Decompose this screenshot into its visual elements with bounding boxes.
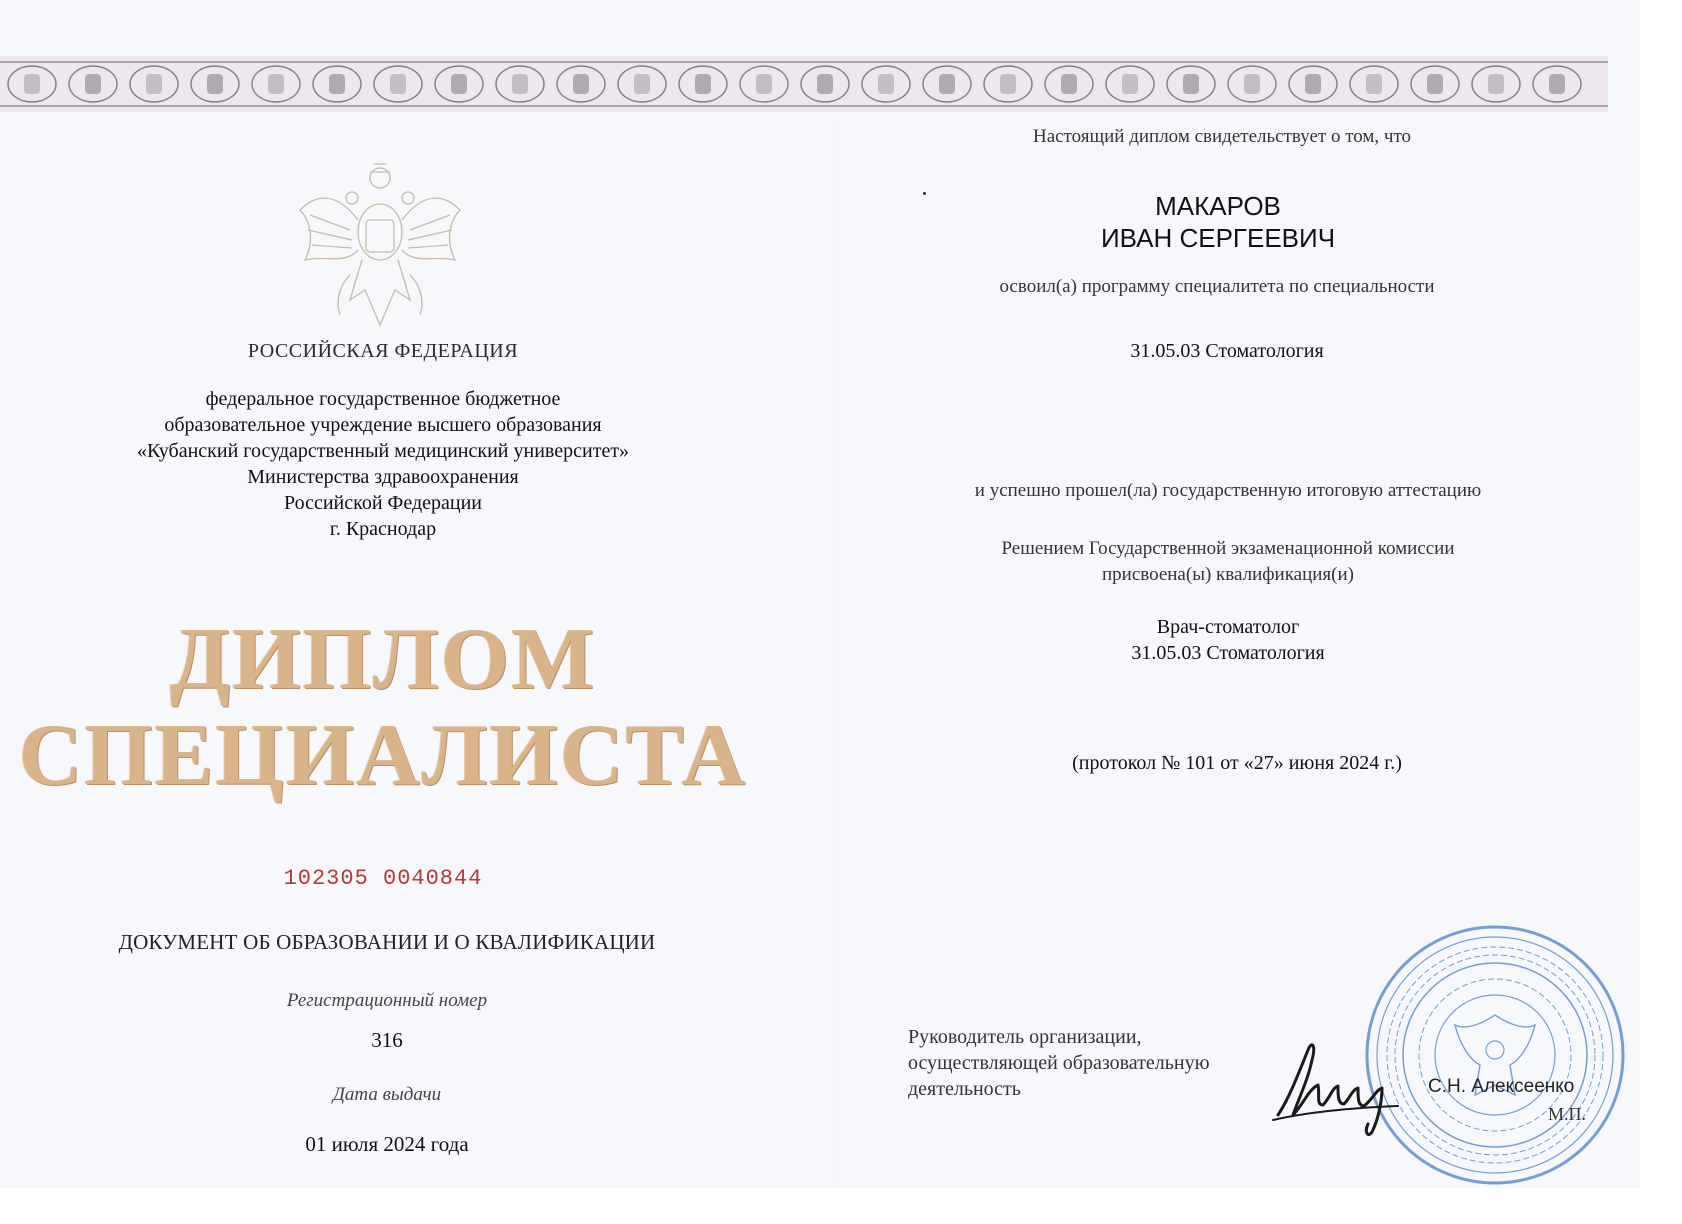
ornament-center [512, 74, 528, 94]
organization-line: «Кубанский государственный медицинский университет» [136, 440, 630, 462]
ornament-center [1061, 74, 1077, 94]
ornament-center [939, 74, 955, 94]
scan-margin [1640, 0, 1682, 1224]
ornament-center [1000, 74, 1016, 94]
ornament-center [146, 74, 162, 94]
graduate-name [1101, 190, 1335, 254]
program-text: освоил(а) программу специалитета по специальности [999, 276, 1435, 297]
ornamental-border [0, 56, 1608, 112]
seal-place-mark: М.П. [1548, 1104, 1587, 1124]
organization-line: образовательное учреждение высшего образования [164, 414, 602, 436]
ornament-center [878, 74, 894, 94]
registration-number: 316 [371, 1028, 403, 1052]
ornament-center [1305, 74, 1321, 94]
title-line: ДИПЛОМ [169, 611, 597, 708]
country-name: РОССИЙСКАЯ ФЕДЕРАЦИЯ [247, 340, 519, 362]
protocol-reference: (протокол № 101 от «27» июня 2024 г.) [1072, 752, 1402, 774]
qualification [1131, 614, 1324, 666]
ornament-center [1427, 74, 1443, 94]
given-names: ИВАН СЕРГЕЕВИЧ [1100, 223, 1336, 253]
ornament-center [268, 74, 284, 94]
ornament-center [1183, 74, 1199, 94]
qualification-specialty: 31.05.03 Стоматология [1131, 642, 1325, 664]
specialty: 31.05.03 Стоматология [1130, 340, 1324, 362]
ornament-center [1549, 74, 1565, 94]
decision-line: присвоена(ы) квалификация(и) [1101, 564, 1354, 585]
ornament-center [329, 74, 345, 94]
page-fold [838, 120, 839, 1180]
qualification-title: Врач-стоматолог [1156, 616, 1300, 638]
ornament-center [695, 74, 711, 94]
organization-name [137, 386, 629, 542]
head-line: деятельность [908, 1078, 1021, 1100]
surname: МАКАРОВ [1155, 191, 1281, 221]
head-line: осуществляющей образовательную [908, 1052, 1210, 1074]
decision-line: Решением Государственной экзаменационной комиссии [1001, 538, 1455, 559]
attestation-text: и успешно прошел(ла) государственную итоговую аттестацию [974, 480, 1482, 501]
ornament-center [634, 74, 650, 94]
title-line: СПЕЦИАЛИСТА [18, 707, 748, 804]
organization-line: Российской Федерации [283, 492, 483, 514]
serial-number: 102305 0040844 [283, 866, 483, 891]
organization-line: г. Краснодар [329, 518, 437, 540]
ornament-center [756, 74, 772, 94]
registration-label: Регистрационный номер [286, 990, 488, 1011]
organization-line: Министерства здравоохранения [247, 466, 519, 488]
ornament-center [451, 74, 467, 94]
ornament-center [24, 74, 40, 94]
ornament-center [573, 74, 589, 94]
issue-date: 01 июля 2024 года [305, 1132, 469, 1156]
document-type: ДОКУМЕНТ ОБ ОБРАЗОВАНИИ И О КВАЛИФИКАЦИИ [118, 930, 656, 954]
head-of-organization [908, 1024, 1210, 1102]
ornament-center [1244, 74, 1260, 94]
commission-decision [1001, 536, 1454, 588]
signature-icon [1268, 1020, 1418, 1140]
coat-of-arms-icon [290, 150, 470, 340]
ornament-center [1366, 74, 1382, 94]
head-line: Руководитель организации, [908, 1026, 1142, 1048]
ornament-center [85, 74, 101, 94]
ornament-center [390, 74, 406, 94]
ornament-center [817, 74, 833, 94]
ornament-center [1488, 74, 1504, 94]
signer-name: С.Н. Алексеенко [1428, 1076, 1575, 1097]
ornament-center [1122, 74, 1138, 94]
issue-date-label: Дата выдачи [332, 1084, 442, 1105]
certify-text: Настоящий диплом свидетельствует о том, что [1032, 126, 1412, 147]
diploma-title [19, 612, 748, 804]
ornament-center [207, 74, 223, 94]
stray-dot [923, 192, 926, 195]
organization-line: федеральное государственное бюджетное [205, 388, 561, 410]
